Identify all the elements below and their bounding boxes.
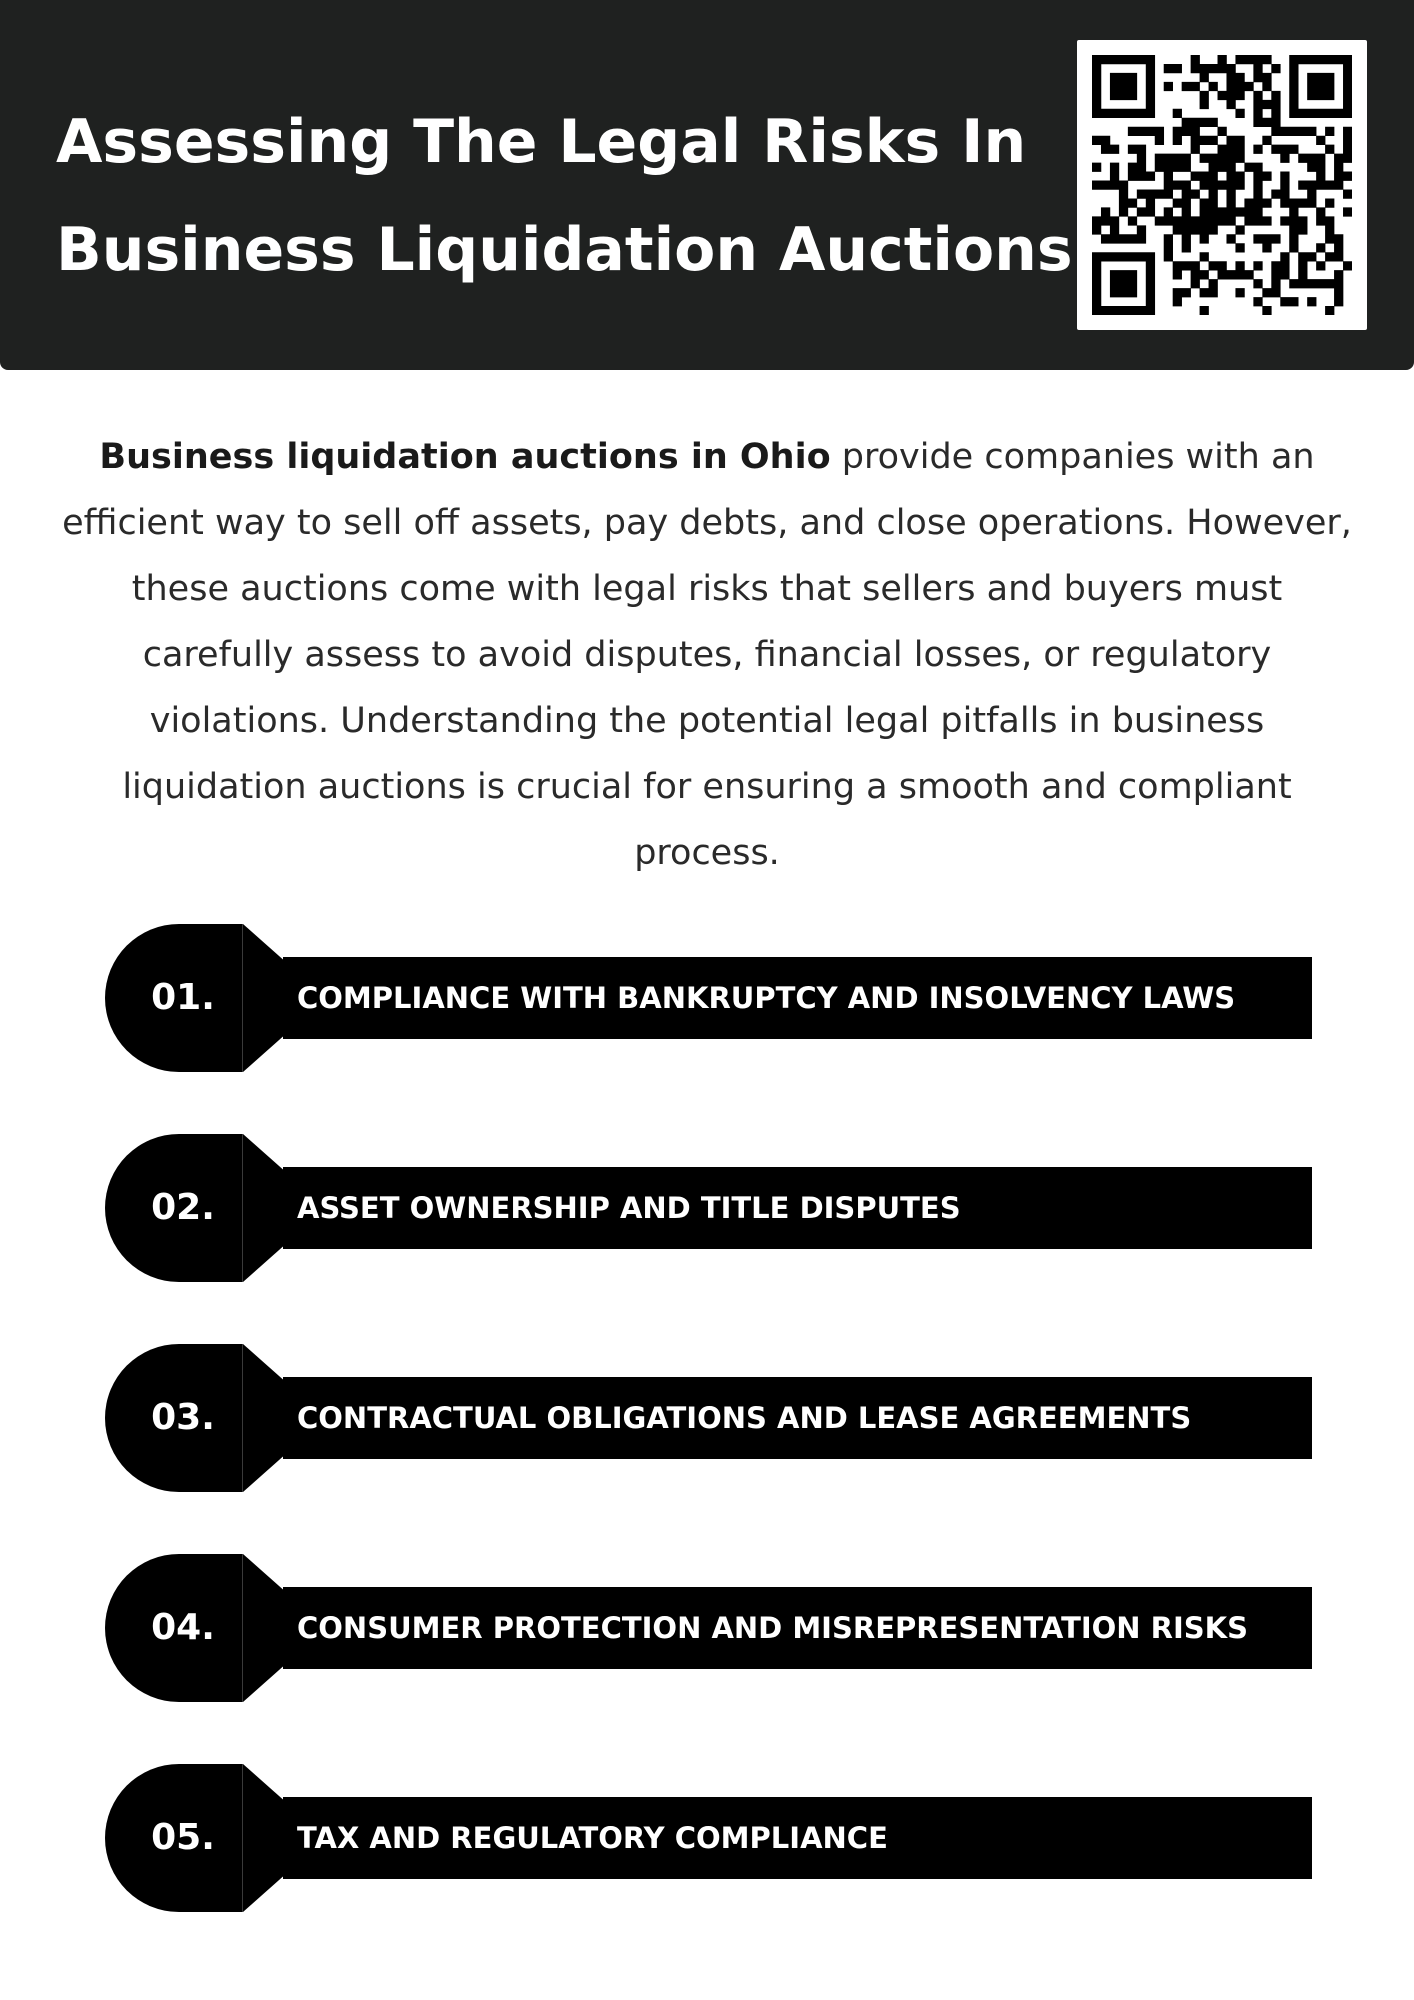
intro-bold-lead: Business liquidation auctions in Ohio <box>99 437 831 477</box>
item-bar <box>283 957 1312 1039</box>
item-label: CONSUMER PROTECTION AND MISREPRESENTATION RISKS <box>297 1611 1249 1645</box>
item-number: 03. <box>151 1397 215 1438</box>
item-label: TAX AND REGULATORY COMPLIANCE <box>297 1821 888 1855</box>
item-bar <box>283 1377 1312 1459</box>
item-label: COMPLIANCE WITH BANKRUPTCY AND INSOLVENCY LAWS <box>297 981 1236 1015</box>
list-item-04 <box>105 1554 1309 1702</box>
item-number: 01. <box>151 977 215 1018</box>
intro-paragraph <box>56 424 1358 886</box>
item-number: 05. <box>151 1817 215 1858</box>
bubble-notch <box>243 1764 283 1912</box>
qr-code-graphic <box>1092 55 1352 315</box>
page-title-line-2: Business Liquidation Auctions <box>56 215 1073 285</box>
list-item-05 <box>105 1764 1309 1912</box>
header-banner <box>0 0 1414 370</box>
item-bar <box>283 1587 1312 1669</box>
qr-code-icon[interactable] <box>1077 40 1367 330</box>
item-bar <box>283 1167 1312 1249</box>
qr-modules <box>1092 55 1352 315</box>
intro-text: provide companies with an efficient way to sell off assets, pay debts, and close operations. However, these auctions come with legal risks that sellers and buyers must carefully assess to avoid disputes, financial losses, or regulatory violations. Understanding the potential legal pitfalls in business liquidation auctions is crucial for ensuring a smooth and compliant process. <box>62 437 1352 873</box>
item-label: CONTRACTUAL OBLIGATIONS AND LEASE AGREEMENTS <box>297 1401 1192 1435</box>
bubble-notch <box>243 924 283 1072</box>
item-number: 02. <box>151 1187 215 1228</box>
bubble-notch <box>243 1134 283 1282</box>
item-label: ASSET OWNERSHIP AND TITLE DISPUTES <box>297 1191 961 1225</box>
page-title <box>56 88 1073 304</box>
bubble-notch <box>243 1554 283 1702</box>
list-item-01 <box>105 924 1309 1072</box>
item-bar <box>283 1797 1312 1879</box>
list-item-02 <box>105 1134 1309 1282</box>
page-title-line-1: Assessing The Legal Risks In <box>56 107 1027 177</box>
bubble-notch <box>243 1344 283 1492</box>
item-number: 04. <box>151 1607 215 1648</box>
list-item-03 <box>105 1344 1309 1492</box>
